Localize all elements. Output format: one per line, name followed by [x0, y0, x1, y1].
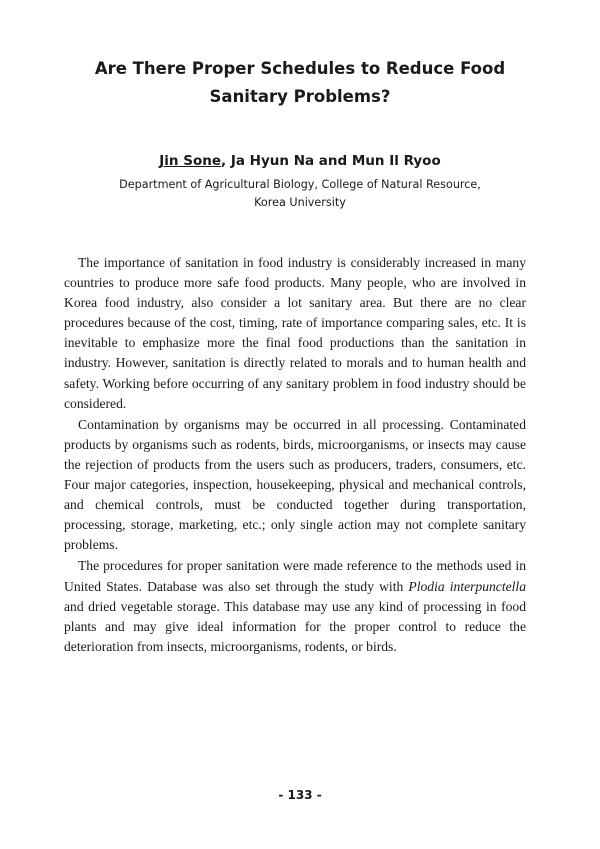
species-name: Plodia interpunctella — [408, 578, 527, 594]
affiliation-line-1: Department of Agricultural Biology, College of Natural Resource, — [119, 178, 481, 191]
abstract-paragraph-2: Contamination by organisms may be occurred in all processing. Contaminated products by organisms such as rodents, birds, microorganisms, or insects may cause the rejection of products from the users such as producers, traders, consumers, etc. Four major categories, inspection, housekeeping, physical and mechanical controls, and chemical controls, must be conducted together during transportation, processing, storage, marketing, etc.; only single action may not complete sanitary problems. — [64, 416, 526, 553]
abstract-body — [64, 253, 526, 657]
affiliation-line-2: Korea University — [254, 196, 346, 209]
paper-title — [60, 55, 540, 111]
paragraph-3-text-start: The procedures for proper sanitation were made reference to the methods used in United States. Database was also set through the study with — [64, 558, 526, 594]
presenting-author: Jin Sone — [159, 153, 221, 169]
author-separator: , — [221, 153, 231, 169]
title-line-1: Are There Proper Schedules to Reduce Food — [94, 59, 506, 78]
author-list — [0, 151, 600, 171]
affiliation — [40, 176, 560, 212]
page-number: - 133 - — [278, 788, 322, 802]
abstract-paragraph-1: The importance of sanitation in food industry is considerably increased in many countries to produce more safe food products. Many people, who are involved in Korea food industry, also consider a lot sanitary area. But there are no clear procedures because of the cost, timing, rate of importance comparing sales, etc. It is inevitable to emphasize more the final food productions than the sanitation in industry. However, sanitation is directly related to morals and to human health and safety. Working before occurring of any sanitary problem in food industry should be considered. — [64, 255, 526, 411]
co-authors: Ja Hyun Na and Mun Il Ryoo — [230, 153, 441, 169]
abstract-paragraph-3 — [64, 556, 526, 656]
title-line-2: Sanitary Problems? — [209, 87, 391, 106]
paragraph-3-text-end: and dried vegetable storage. This database may use any kind of processing in food plants and may give ideal information for the proper control to reduce the deterioration from insects, microorganisms, rodents, or birds. — [64, 598, 526, 654]
